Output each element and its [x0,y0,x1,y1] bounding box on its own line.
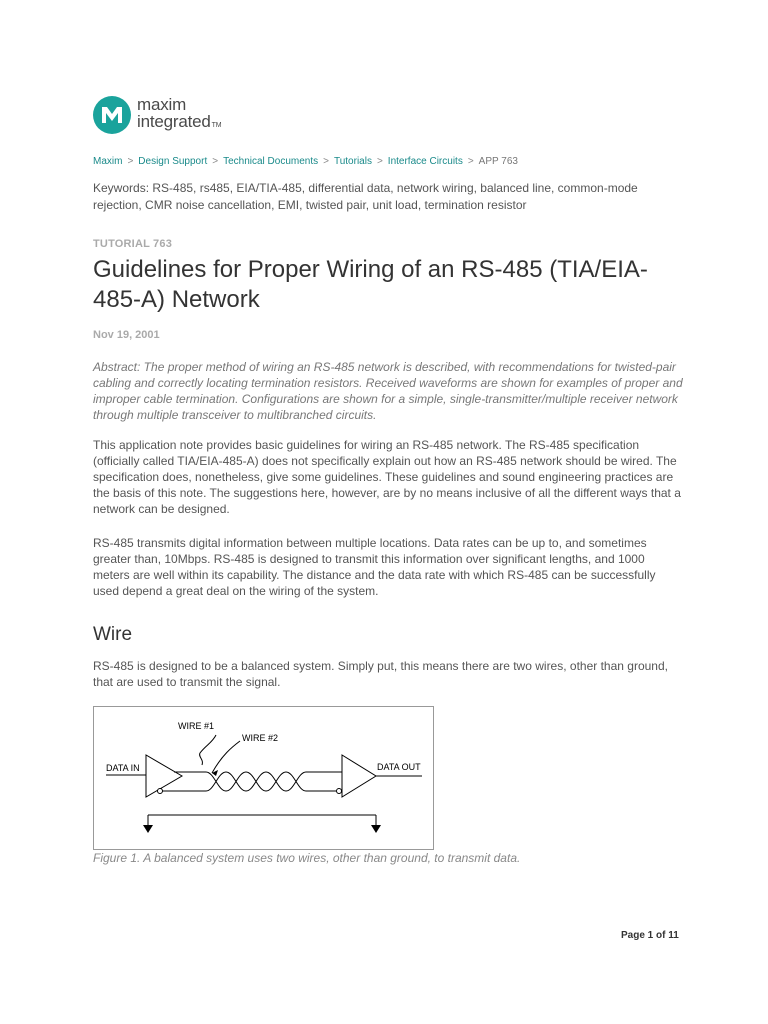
section-heading-wire: Wire [93,624,133,645]
breadcrumb-separator: > [127,156,134,167]
breadcrumb-interface-circuits[interactable]: Interface Circuits [387,156,463,167]
figure-caption: Figure 1. A balanced system uses two wires, other than ground, to transmit data. [93,851,521,865]
ground-symbol-left [143,825,153,833]
maxim-logo[interactable] [93,96,221,134]
balanced-system-diagram [94,707,433,849]
figure-1 [93,706,434,850]
breadcrumb-design-support[interactable]: Design Support [138,156,208,167]
breadcrumb-current: APP 763 [478,156,518,167]
logo-wordmark [137,96,221,134]
data-in-label: DATA IN [106,763,140,773]
keywords: Keywords: RS-485, rs485, EIA/TIA-485, differential data, network wiring, balanced line, common-mode rejection, CMR noise cancellation, EMI, twisted pair, unit load, termination resistor [93,181,638,212]
breadcrumb [93,156,518,167]
breadcrumb-maxim[interactable]: Maxim [93,156,123,167]
maxim-logo-icon [93,96,131,134]
breadcrumb-separator: > [212,156,219,167]
wire-2-label: WIRE #2 [242,733,279,743]
breadcrumb-technical-documents[interactable]: Technical Documents [223,156,319,167]
page-number: Page 1 of 11 [621,930,679,941]
logo-line-1: maxim [137,95,187,114]
data-out-label: DATA OUT [377,762,421,772]
breadcrumb-tutorials[interactable]: Tutorials [333,156,372,167]
wire-paragraph: RS-485 is designed to be a balanced system. Simply put, this means there are two wires, other than ground, that are used to transmit the signal. [93,659,668,689]
breadcrumb-separator: > [323,156,329,167]
trademark: TM [211,122,222,129]
page-title: Guidelines for Proper Wiring of an RS-485 (TIA/EIA-485-A) Network [93,256,648,313]
publish-date: Nov 19, 2001 [93,329,160,341]
breadcrumb-separator: > [376,156,383,167]
wire-1-label: WIRE #1 [178,721,215,731]
intro-paragraph: This application note provides basic guidelines for wiring an RS-485 network. The RS-485 specification (officially called TIA/EIA-485-A) does not specifically explain out how an RS-485 network should be wired. The specification does, nonetheless, give some guidelines. These guidelines and sound engineering practices are the basis of this note. The suggestions here, however, are by no means inclusive of all the different ways that a network can be designed. [93,438,681,516]
data-rate-paragraph: RS-485 transmits digital information between multiple locations. Data rates can be up to, and sometimes greater than, 10Mbps. RS-485 is designed to transmit this information over significant lengths, and 1000 meters are well within its capability. The distance and the data rate with which RS-485 can be successfully used depend a great deal on the wiring of the system. [93,536,656,598]
receiver-triangle [342,755,376,797]
breadcrumb-separator: > [467,156,474,167]
tutorial-label: TUTORIAL 763 [93,238,173,250]
ground-symbol-right [371,825,381,833]
logo-line-2: integrated [137,112,211,131]
abstract: Abstract: The proper method of wiring an RS-485 network is described, with recommendations for twisted-pair cabling and correctly locating termination resistors. Received waveforms are shown for examples of proper and improper cable termination. Configurations are shown for a simple, single-transmitter/multiple receiver network through multiple transceiver to multibranched circuits. [93,360,683,422]
